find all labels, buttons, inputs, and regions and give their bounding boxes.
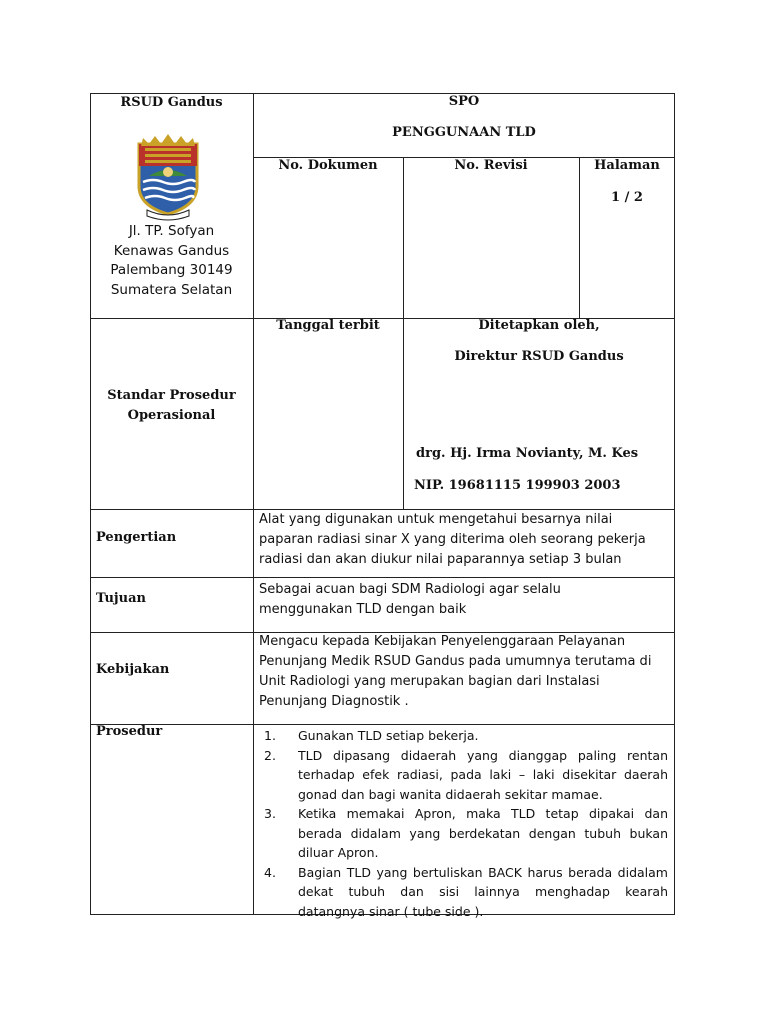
border-dokumen-right xyxy=(403,157,404,319)
address-line: Jl. TP. Sofyan xyxy=(128,223,215,239)
border-pengertian-bottom xyxy=(90,577,675,578)
list-item-text: Gunakan TLD setiap bekerja. xyxy=(298,728,479,743)
tujuan-text: Sebagai acuan bagi SDM Radiologi agar selalu menggunakan TLD dengan baik xyxy=(259,582,561,617)
border-label-column xyxy=(253,93,254,915)
col-halaman-header: Halaman xyxy=(594,158,660,173)
list-item-text: Ketika memakai Apron, maka TLD tetap dipakai dan berada didalam yang berdekatan dengan tubuh bukan diluar Apron. xyxy=(298,806,668,860)
col-dokumen-header: No. Dokumen xyxy=(278,158,378,173)
hospital-logo xyxy=(133,134,203,222)
hospital-address xyxy=(90,222,253,300)
list-item-text: TLD dipasang didaerah yang dianggap paling rentan terhadap efek radiasi, pada laki – laki disekitar daerah gonad dan bagi wanita didaerah sekitar mamae. xyxy=(298,747,668,802)
border-left xyxy=(90,93,91,915)
address-line: Kenawas Gandus xyxy=(113,242,230,259)
address-line: Sumatera Selatan xyxy=(110,281,233,298)
city-emblem-icon xyxy=(133,134,203,222)
doc-title: PENGGUNAAN TLD xyxy=(392,125,536,140)
address-line: Palembang 30149 xyxy=(110,262,233,278)
list-item xyxy=(258,746,668,805)
hospital-name: RSUD Gandus xyxy=(120,95,223,110)
list-item-number: 2. xyxy=(264,747,276,763)
direktur-label: Direktur RSUD Gandus xyxy=(454,349,624,364)
halaman-value: 1 / 2 xyxy=(611,190,643,205)
pengertian-text: Alat yang digunakan untuk mengetahui besarnya nilai paparan radiasi sinar X yang diterima oleh seorang pekerja radiasi dan akan diukur nilai paparannya setiap 3 bulan xyxy=(259,512,646,567)
border-revisi-right xyxy=(579,157,580,319)
border-tanggal-right xyxy=(403,318,404,510)
kebijakan-text: Mengacu kepada Kebijakan Penyelenggaraan Pelayanan Penunjang Medik RSUD Gandus pada umumnya terutama di Unit Radiologi yang merupakan bagian dari Instalasi Penunjang Diagnostik . xyxy=(259,634,652,709)
kebijakan-label: Kebijakan xyxy=(96,662,170,677)
signatory-name: drg. Hj. Irma Novianty, M. Kes xyxy=(416,446,639,461)
ditetapkan-label: Ditetapkan oleh, xyxy=(478,318,600,333)
list-item xyxy=(258,863,668,922)
tujuan-label: Tujuan xyxy=(96,591,146,606)
prosedur-list xyxy=(258,726,668,921)
list-item xyxy=(258,804,668,863)
prosedur-label: Prosedur xyxy=(96,724,163,739)
border-right xyxy=(674,93,675,915)
signatory-nip: NIP. 19681115 199903 2003 xyxy=(414,478,621,493)
list-item-number: 1. xyxy=(264,728,276,743)
col-revisi-header: No. Revisi xyxy=(454,158,528,173)
list-item-number: 3. xyxy=(264,806,276,821)
doc-type: SPO xyxy=(448,94,480,109)
tanggal-terbit-label: Tanggal terbit xyxy=(276,318,380,333)
pengertian-label: Pengertian xyxy=(96,530,177,545)
list-item-text: Bagian TLD yang bertuliskan BACK harus berada didalam dekat tubuh dan sisi lainnya menghadap kearah datangnya sinar ( tube side ). xyxy=(298,864,668,919)
list-item-number: 4. xyxy=(264,864,276,880)
list-item xyxy=(258,726,668,746)
sop-label: Standar Prosedur Operasional xyxy=(107,388,236,423)
